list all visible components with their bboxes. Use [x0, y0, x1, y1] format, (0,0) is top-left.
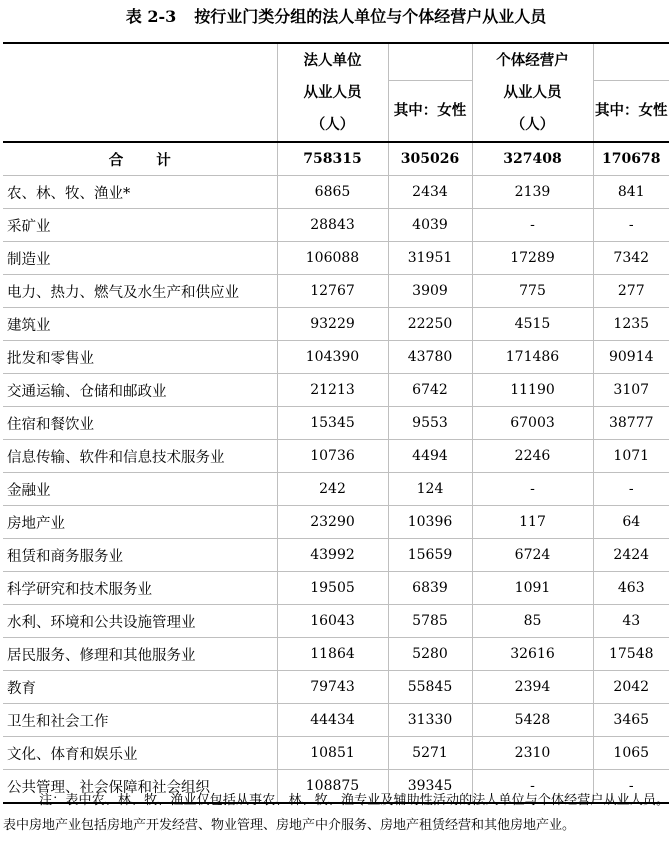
table-row	[3, 506, 669, 539]
header-indiv-line2: 从业人员	[503, 83, 562, 101]
cell-indiv-employees: 4515	[472, 308, 593, 341]
cell-legal-employees: 10851	[277, 737, 388, 770]
total-legal-employees: 758315	[277, 142, 388, 176]
industry-name: 教育	[3, 671, 277, 704]
table-row	[3, 440, 669, 473]
industry-name: 公共管理、社会保障和社会组织	[3, 770, 277, 804]
cell-indiv-female: 1071	[593, 440, 669, 473]
cell-legal-female: 6742	[388, 374, 472, 407]
table-row	[3, 671, 669, 704]
cell-indiv-employees: 171486	[472, 341, 593, 374]
header-industry	[3, 43, 277, 142]
cell-indiv-employees: 2246	[472, 440, 593, 473]
table-row	[3, 473, 669, 506]
employment-table	[3, 42, 669, 804]
cell-indiv-employees: -	[472, 473, 593, 506]
total-indiv-employees: 327408	[472, 142, 593, 176]
cell-legal-female: 39345	[388, 770, 472, 804]
cell-legal-employees: 23290	[277, 506, 388, 539]
cell-indiv-employees: 117	[472, 506, 593, 539]
cell-indiv-female: 277	[593, 275, 669, 308]
header-indiv-employees	[472, 43, 593, 142]
cell-indiv-female: 38777	[593, 407, 669, 440]
cell-legal-female: 10396	[388, 506, 472, 539]
table-row	[3, 308, 669, 341]
header-legal-female	[388, 43, 472, 142]
industry-name: 住宿和餐饮业	[3, 407, 277, 440]
cell-legal-female: 43780	[388, 341, 472, 374]
industry-name: 居民服务、修理和其他服务业	[3, 638, 277, 671]
cell-legal-female: 31330	[388, 704, 472, 737]
cell-legal-employees: 44434	[277, 704, 388, 737]
cell-indiv-female: 841	[593, 176, 669, 209]
industry-name: 制造业	[3, 242, 277, 275]
cell-indiv-employees: 2394	[472, 671, 593, 704]
cell-legal-female: 5271	[388, 737, 472, 770]
cell-legal-female: 124	[388, 473, 472, 506]
cell-indiv-employees: -	[472, 770, 593, 804]
note-text: 注：表中农、林、牧、渔业仅包括从事农、林、牧、渔专业及辅助性活动的法人单位与个体经营户从业人员。表中房地产业包括房地产开发经营、物业管理、房地产中介服务、房地产租赁经营和其他房地产业。	[3, 793, 669, 833]
table-row	[3, 176, 669, 209]
cell-legal-employees: 15345	[277, 407, 388, 440]
industry-name: 农、林、牧、渔业*	[3, 176, 277, 209]
industry-name: 采矿业	[3, 209, 277, 242]
table-row	[3, 539, 669, 572]
cell-legal-female: 3909	[388, 275, 472, 308]
cell-indiv-female: -	[593, 770, 669, 804]
header-legal-line2: 从业人员	[303, 83, 362, 101]
cell-indiv-female: 1235	[593, 308, 669, 341]
cell-legal-employees: 108875	[277, 770, 388, 804]
cell-indiv-employees: 775	[472, 275, 593, 308]
cell-legal-female: 5785	[388, 605, 472, 638]
cell-indiv-female: -	[593, 473, 669, 506]
cell-indiv-female: 7342	[593, 242, 669, 275]
total-indiv-female: 170678	[593, 142, 669, 176]
cell-legal-employees: 106088	[277, 242, 388, 275]
cell-legal-employees: 6865	[277, 176, 388, 209]
cell-indiv-employees: 67003	[472, 407, 593, 440]
cell-legal-female: 55845	[388, 671, 472, 704]
cell-indiv-female: 463	[593, 572, 669, 605]
industry-name: 房地产业	[3, 506, 277, 539]
header-row	[3, 43, 669, 142]
cell-indiv-female: 2424	[593, 539, 669, 572]
industry-name: 卫生和社会工作	[3, 704, 277, 737]
cell-legal-employees: 11864	[277, 638, 388, 671]
cell-indiv-female: 1065	[593, 737, 669, 770]
industry-name: 租赁和商务服务业	[3, 539, 277, 572]
cell-legal-female: 15659	[388, 539, 472, 572]
table-row	[3, 704, 669, 737]
industry-name: 金融业	[3, 473, 277, 506]
cell-legal-female: 31951	[388, 242, 472, 275]
industry-name: 电力、热力、燃气及水生产和供应业	[3, 275, 277, 308]
cell-indiv-employees: 1091	[472, 572, 593, 605]
cell-legal-employees: 79743	[277, 671, 388, 704]
cell-legal-female: 5280	[388, 638, 472, 671]
header-indiv-female	[593, 43, 669, 142]
cell-indiv-employees: 6724	[472, 539, 593, 572]
total-label: 合 计	[3, 142, 277, 176]
cell-indiv-employees: 32616	[472, 638, 593, 671]
cell-indiv-employees: 2310	[472, 737, 593, 770]
header-legal-employees	[277, 43, 388, 142]
cell-legal-female: 2434	[388, 176, 472, 209]
cell-indiv-employees: 2139	[472, 176, 593, 209]
table-row	[3, 638, 669, 671]
cell-legal-employees: 19505	[277, 572, 388, 605]
header-legal-line3: （人）	[310, 115, 355, 133]
total-legal-female: 305026	[388, 142, 472, 176]
table-row	[3, 374, 669, 407]
cell-indiv-female: 64	[593, 506, 669, 539]
industry-name: 批发和零售业	[3, 341, 277, 374]
cell-indiv-employees: -	[472, 209, 593, 242]
cell-indiv-female: -	[593, 209, 669, 242]
cell-indiv-female: 3465	[593, 704, 669, 737]
cell-legal-female: 6839	[388, 572, 472, 605]
cell-legal-employees: 28843	[277, 209, 388, 242]
table-row	[3, 341, 669, 374]
cell-indiv-female: 17548	[593, 638, 669, 671]
industry-name: 水利、环境和公共设施管理业	[3, 605, 277, 638]
table-row	[3, 275, 669, 308]
table-row	[3, 209, 669, 242]
industry-name: 信息传输、软件和信息技术服务业	[3, 440, 277, 473]
cell-indiv-female: 43	[593, 605, 669, 638]
table-row	[3, 572, 669, 605]
cell-legal-female: 9553	[388, 407, 472, 440]
industry-name: 文化、体育和娱乐业	[3, 737, 277, 770]
cell-indiv-employees: 85	[472, 605, 593, 638]
table-row	[3, 242, 669, 275]
industry-name: 交通运输、仓储和邮政业	[3, 374, 277, 407]
cell-legal-female: 22250	[388, 308, 472, 341]
cell-legal-female: 4039	[388, 209, 472, 242]
cell-legal-employees: 10736	[277, 440, 388, 473]
cell-legal-employees: 104390	[277, 341, 388, 374]
header-indiv-line3: （人）	[510, 115, 555, 133]
industry-name: 科学研究和技术服务业	[3, 572, 277, 605]
cell-indiv-female: 90914	[593, 341, 669, 374]
table-row	[3, 407, 669, 440]
cell-indiv-female: 3107	[593, 374, 669, 407]
cell-indiv-female: 2042	[593, 671, 669, 704]
cell-indiv-employees: 11190	[472, 374, 593, 407]
table-note	[3, 788, 669, 838]
table-title	[0, 6, 672, 28]
cell-legal-employees: 21213	[277, 374, 388, 407]
cell-legal-female: 4494	[388, 440, 472, 473]
cell-legal-employees: 93229	[277, 308, 388, 341]
industry-name: 建筑业	[3, 308, 277, 341]
total-row	[3, 142, 669, 176]
table-row	[3, 737, 669, 770]
cell-indiv-employees: 17289	[472, 242, 593, 275]
header-legal-line1: 法人单位	[303, 51, 362, 69]
table-row	[3, 605, 669, 638]
cell-legal-employees: 242	[277, 473, 388, 506]
header-indiv-line1: 个体经营户	[496, 51, 569, 69]
cell-legal-employees: 43992	[277, 539, 388, 572]
header-legal-female-label: 其中：女性	[393, 102, 467, 119]
cell-indiv-employees: 5428	[472, 704, 593, 737]
header-indiv-female-label: 其中：女性	[595, 102, 668, 119]
table-caption: 按行业门类分组的法人单位与个体经营户从业人员	[194, 7, 547, 26]
cell-legal-employees: 12767	[277, 275, 388, 308]
cell-legal-employees: 16043	[277, 605, 388, 638]
table-number: 表 2-3	[125, 7, 177, 26]
